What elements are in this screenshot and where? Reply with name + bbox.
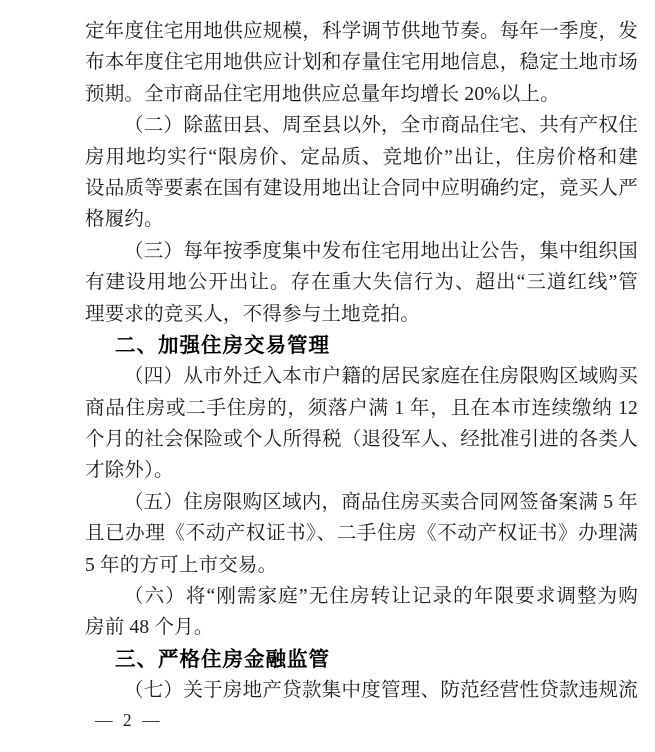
document-line: 个月的社会保险或个人所得税（退役军人、经批准引进的各类人 (85, 429, 638, 451)
document-line: 有建设用地公开出让。存在重大失信行为、超出“三道红线”管 (85, 272, 638, 294)
document-line: 预期。全市商品住宅用地供应总量年均增长 20%以上。 (85, 83, 560, 105)
document-line: （五）住房限购区域内，商品住房买卖合同网签备案满 5 年 (124, 491, 638, 513)
document-line: （六）将“刚需家庭”无住房转让记录的年限要求调整为购 (124, 586, 638, 608)
document-line: 商品住房或二手住房的，须落户满 1 年，且在本市连续缴纳 12 (85, 397, 638, 419)
document-line: 5 年的方可上市交易。 (85, 554, 278, 576)
document-line: 才除外）。 (85, 460, 174, 482)
document-line: （四）从市外迁入本市户籍的居民家庭在住房限购区域购买 (124, 366, 638, 388)
document-line: 房用地均实行“限房价、定品质、竞地价”出让，住房价格和建 (85, 146, 638, 168)
section-heading-3: 三、严格住房金融监管 (115, 647, 330, 671)
document-line: 定年度住宅用地供应规模，科学调节供地节奏。每年一季度，发 (85, 21, 638, 42)
document-line: （二）除蓝田县、周至县以外，全市商品住宅、共有产权住 (124, 115, 638, 137)
document-line: （三）每年按季度集中发布住宅用地出让公告，集中组织国 (124, 240, 638, 262)
document-line: 格履约。 (85, 209, 164, 231)
section-heading-2: 二、加强住房交易管理 (115, 333, 330, 357)
page-number: — 2 — (95, 710, 163, 730)
document-line: 布本年度住宅用地供应计划和存量住宅用地信息，稳定土地市场 (85, 52, 638, 74)
document-line: （七）关于房地产贷款集中度管理、防范经营性贷款违规流 (124, 680, 638, 702)
document-line: 房前 48 个月。 (85, 617, 214, 639)
document-line: 且已办理《不动产权证书》、二手住房《不动产权证书》办理满 (85, 523, 638, 545)
document-body (85, 16, 638, 707)
document-line: 理要求的竞买人，不得参与土地竞拍。 (85, 303, 420, 325)
document-line: 设品质等要素在国有建设用地出让合同中应明确约定，竞买人严 (85, 177, 638, 199)
